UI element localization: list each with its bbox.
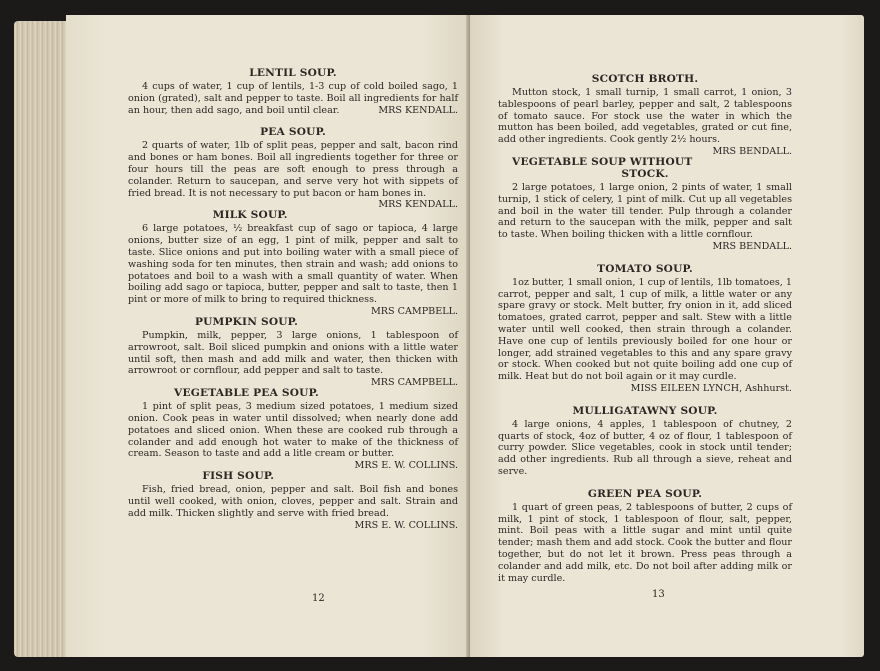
recipe-body [498, 182, 792, 253]
recipe-title: VEGETABLE SOUP WITHOUT STOCK. [512, 155, 693, 180]
recipe-author: MISS EILEEN LYNCH, Ashhurst. [630, 382, 792, 394]
recipe-author: MRS KENDALL. [378, 104, 458, 116]
recipe-body [128, 140, 458, 211]
recipe-lentil-soup [128, 67, 458, 116]
right-page [470, 15, 864, 657]
recipe-text: Pumpkin, milk, pepper, 3 large onions, 1 tablespoon of arrowroot, salt. Boil sliced pumpkin and onions with a little water until soft, then mash and add milk and water, then thicken with arrowroot or cornflour, add pepper and salt to taste. [128, 329, 458, 377]
recipe-tomato-soup [498, 263, 792, 395]
recipe-green-pea-soup [498, 488, 792, 585]
recipe-body [498, 277, 792, 395]
recipe-pumpkin-soup [128, 315, 458, 389]
recipe-text: 1 pint of split peas, 3 medium sized potatoes, 1 medium sized onion. Cook peas in water until dissolved; when nearly done add potatoes and sliced onion. When these are cooked rub through a colander and add enough hot water to make of the thickness of cream. Season to taste and add a litle cream or butter. [128, 401, 458, 460]
recipe-title: TOMATO SOUP. [597, 262, 693, 275]
recipe-text: 6 large potatoes, ½ breakfast cup of sago or tapioca, 4 large onions, butter size of an egg, 1 pint of milk, pepper and salt to taste. Slice onions and put into boiling water with a small piece of washing soda for ten minutes, then strain and wash; add onions to potatoes and boil to a wash with a small quantity of water. When boiling add sago or tapioca, butter, pepper and salt to taste, then 1 pint or more of milk to bring to required thickness. [128, 223, 458, 306]
page-number: 13 [652, 589, 665, 600]
open-book [14, 13, 866, 663]
recipe-title: FISH SOUP. [202, 470, 275, 483]
recipe-title: PUMPKIN SOUP. [194, 315, 298, 328]
recipe-text: 2 quarts of water, 1lb of split peas, pepper and salt, bacon rind and bones or ham bones. Boil all ingredients together for three or four hours till the peas are soft enough to press through a colander. Return to saucepan, and serve very hot with sippets of fried bread. It is not necessary to put bacon or ham bones in. [128, 140, 458, 199]
recipe-milk-soup [128, 209, 458, 317]
recipe-body: 4 large onions, 4 apples, 1 tablespoon of chutney, 2 quarts of stock, 4oz of butter, 4 oz of flour, 1 tablespoon of curry powder. Slice vegetables, cook in stock until tender; add other ingredients. Rub all through a sieve, reheat and serve. [498, 418, 792, 477]
recipe-author: MRS CAMPBELL. [370, 377, 458, 389]
recipe-body [128, 484, 458, 531]
recipe-author: MRS BENDALL. [712, 145, 792, 157]
recipe-author: MRS KENDALL. [378, 199, 458, 211]
recipe-mulligatawny-soup [498, 405, 792, 478]
recipe-title: VEGETABLE PEA SOUP. [174, 387, 319, 400]
recipe-title: LENTIL SOUP. [249, 67, 337, 79]
page-edges [14, 21, 74, 657]
recipe-author: MRS E. W. COLLINS. [354, 460, 458, 472]
recipe-author: MRS CAMPBELL. [370, 305, 458, 317]
recipe-title: MULLIGATAWNY SOUP. [572, 404, 718, 417]
recipe-vegetable-pea-soup [128, 387, 458, 472]
recipe-text: Fish, fried bread, onion, pepper and salt. Boil fish and bones until well cooked, with onion, cloves, pepper and salt. Strain and add milk. Thicken slightly and serve with fried bread. [128, 484, 458, 519]
recipe-body [498, 87, 792, 157]
recipe-body [128, 329, 458, 389]
recipe-body [128, 81, 458, 116]
recipe-text: 2 large potatoes, 1 large onion, 2 pints of water, 1 small turnip, 1 stick of celery, 1 pint of milk. Cut up all vegetables and boil in the water till tender. Pulp through a colander and return to the saucepan with the milk, pepper and salt to taste. When boiling thicken with a little cornflour. [498, 181, 792, 241]
recipe-pea-soup [128, 126, 458, 211]
recipe-body: 1 quart of green peas, 2 tablespoons of butter, 2 cups of milk, 1 pint of stock, 1 tablespoon of flour, salt, pepper, mint. Boil peas with a little sugar and mint until quite tender; mash them and add stock. Cook the butter and flour together, but do not let it brown. Press peas through a colander and add milk, etc. Do not boil after adding milk or it may curdle. [498, 501, 792, 584]
recipe-title: GREEN PEA SOUP. [587, 487, 703, 500]
recipe-author: MRS E. W. COLLINS. [354, 519, 458, 531]
recipe-title: MILK SOUP. [212, 209, 288, 222]
recipe-body [128, 223, 458, 317]
recipe-title: SCOTCH BROTH. [591, 73, 699, 85]
recipe-scotch-broth [498, 73, 792, 157]
recipe-title: PEA SOUP. [260, 126, 326, 139]
recipe-body [128, 401, 458, 472]
recipe-text: 1oz butter, 1 small onion, 1 cup of lentils, 1lb tomatoes, 1 carrot, pepper and salt, 1 cup of milk, a little water or any spare gravy or stock. Melt butter, fry onion in it, add sliced tomatoes, grated carrot, pepper and salt. Stew with a little water until well cooked, then strain through a colander. Have one cup of lentils previously boiled for one hour or longer, add strained vegetables to this and any spare gravy or stock. When cooked but not quite boiling add one cup of milk. Heat but do not boil again or it may curdle. [498, 276, 792, 383]
recipe-text: 4 cups of water, 1 cup of lentils, 1-3 cup of cold boiled sago, 1 onion (grated), salt and pepper to taste. Boil all ingredients for half an hour, then add sago, and boil until clear. [128, 81, 458, 116]
left-page [66, 15, 470, 657]
recipe-fish-soup [128, 470, 458, 531]
page-number: 12 [312, 593, 325, 604]
recipe-vegetable-soup-without-stock [498, 156, 792, 253]
recipe-text: Mutton stock, 1 small turnip, 1 small carrot, 1 onion, 3 tablespoons of pearl barley, pepper and salt, 2 tablespoons of tomato sauce. For stock use the water in which the mutton has been boiled, add vegetables, grated or cut fine, add other ingredients. Cook gently 2½ hours. [498, 87, 792, 146]
recipe-author: MRS BENDALL. [712, 240, 792, 252]
